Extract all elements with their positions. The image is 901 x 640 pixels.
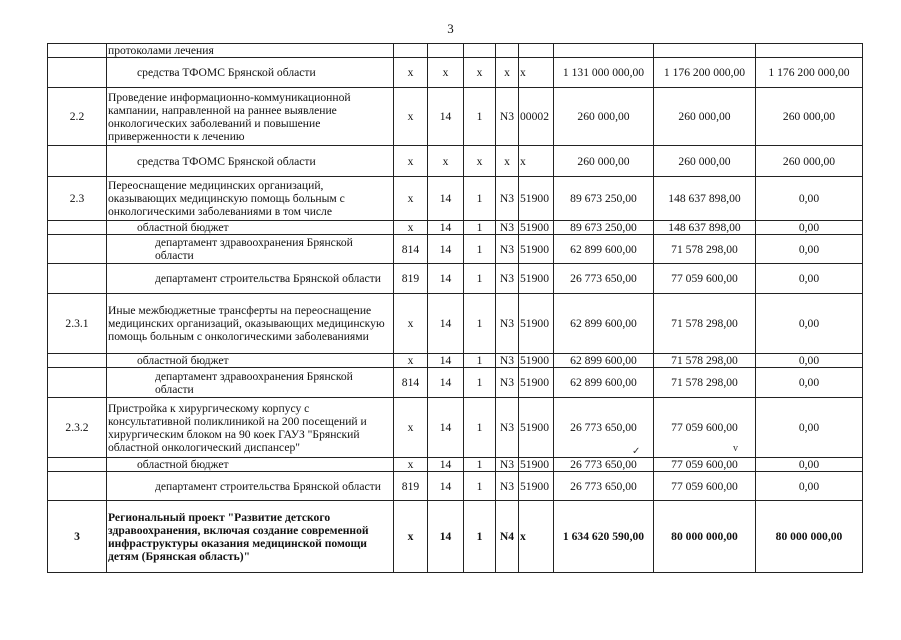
code-admin: 819 bbox=[394, 264, 428, 294]
amount-year-3: 0,00 bbox=[756, 398, 863, 458]
row-number: 2.3 bbox=[48, 177, 107, 221]
amount-year-3 bbox=[756, 44, 863, 58]
table-row bbox=[48, 221, 863, 235]
table-row bbox=[48, 88, 863, 146]
amount-year-2: 77 059 600,00 bbox=[654, 472, 756, 501]
code-subsection: 1 bbox=[464, 294, 496, 354]
amount-year-2: 71 578 298,00 bbox=[654, 354, 756, 368]
code-subsection: 1 bbox=[464, 177, 496, 221]
code-subsection: 1 bbox=[464, 264, 496, 294]
amount-year-1: 62 899 600,00 bbox=[554, 354, 654, 368]
code-subsection: 1 bbox=[464, 221, 496, 235]
code-section: 14 bbox=[428, 264, 464, 294]
code-program: N3 bbox=[496, 368, 519, 398]
amount-year-3: 0,00 bbox=[756, 264, 863, 294]
amount-year-3: 80 000 000,00 bbox=[756, 501, 863, 573]
row-description: Региональный проект "Развитие детского здравоохранения, включая создание современной инфраструктуры оказания медицинской помощи детям (Брянская область)" bbox=[107, 501, 394, 573]
amount-year-3: 0,00 bbox=[756, 177, 863, 221]
code-admin: x bbox=[394, 88, 428, 146]
row-description: Пристройка к хирургическому корпусу с консультативной поликлиникой на 200 посещений и хирургическим блоком на 90 коек ГАУЗ "Брянский областной онкологический диспансер" bbox=[107, 398, 394, 458]
code-admin: x bbox=[394, 458, 428, 472]
code-section: 14 bbox=[428, 398, 464, 458]
code-program: N3 bbox=[496, 354, 519, 368]
table-row bbox=[48, 398, 863, 458]
code-program: N3 bbox=[496, 294, 519, 354]
code-section: 14 bbox=[428, 235, 464, 264]
code-direction: 51900 bbox=[519, 354, 554, 368]
code-subsection: x bbox=[464, 58, 496, 88]
amount-year-1: 26 773 650,00 bbox=[554, 398, 654, 458]
code-program: N3 bbox=[496, 264, 519, 294]
code-section: 14 bbox=[428, 294, 464, 354]
amount-year-2: 77 059 600,00 bbox=[654, 458, 756, 472]
row-description: областной бюджет bbox=[107, 354, 394, 368]
row-description: средства ТФОМС Брянской области bbox=[107, 146, 394, 177]
amount-year-3: 0,00 bbox=[756, 235, 863, 264]
code-direction: x bbox=[519, 58, 554, 88]
code-direction: x bbox=[519, 501, 554, 573]
handwritten-tick-mark: v bbox=[733, 443, 738, 454]
code-direction: 00002 bbox=[519, 88, 554, 146]
row-number: 3 bbox=[48, 501, 107, 573]
amount-year-1: 260 000,00 bbox=[554, 88, 654, 146]
amount-year-1: 89 673 250,00 bbox=[554, 177, 654, 221]
code-subsection: 1 bbox=[464, 88, 496, 146]
row-description: областной бюджет bbox=[107, 221, 394, 235]
row-number bbox=[48, 472, 107, 501]
amount-year-1: 62 899 600,00 bbox=[554, 235, 654, 264]
code-admin: 814 bbox=[394, 368, 428, 398]
code-program: N4 bbox=[496, 501, 519, 573]
amount-year-3: 0,00 bbox=[756, 472, 863, 501]
code-direction: 51900 bbox=[519, 221, 554, 235]
amount-year-3: 1 176 200 000,00 bbox=[756, 58, 863, 88]
code-admin: x bbox=[394, 501, 428, 573]
code-direction: x bbox=[519, 146, 554, 177]
code-program: N3 bbox=[496, 221, 519, 235]
row-number bbox=[48, 235, 107, 264]
code-direction: 51900 bbox=[519, 264, 554, 294]
amount-year-3: 0,00 bbox=[756, 368, 863, 398]
code-direction: 51900 bbox=[519, 472, 554, 501]
code-admin: x bbox=[394, 398, 428, 458]
code-admin: x bbox=[394, 294, 428, 354]
code-admin: x bbox=[394, 146, 428, 177]
code-subsection: 1 bbox=[464, 354, 496, 368]
table-row bbox=[48, 177, 863, 221]
table-row bbox=[48, 354, 863, 368]
row-description: Иные межбюджетные трансферты на переоснащение медицинских организаций, оказывающих медицинскую помощь больным с онкологическими заболеваниями bbox=[107, 294, 394, 354]
code-subsection: 1 bbox=[464, 458, 496, 472]
code-section: 14 bbox=[428, 368, 464, 398]
page-number: 3 bbox=[447, 21, 454, 36]
code-subsection bbox=[464, 44, 496, 58]
amount-year-2: 148 637 898,00 bbox=[654, 177, 756, 221]
code-program: N3 bbox=[496, 472, 519, 501]
row-description: департамент здравоохранения Брянской области bbox=[107, 368, 394, 398]
amount-year-1: 26 773 650,00 bbox=[554, 458, 654, 472]
amount-year-1: 26 773 650,00 bbox=[554, 472, 654, 501]
amount-year-3: 260 000,00 bbox=[756, 146, 863, 177]
code-program: N3 bbox=[496, 398, 519, 458]
code-section: 14 bbox=[428, 354, 464, 368]
code-direction: 51900 bbox=[519, 235, 554, 264]
amount-year-2: 77 059 600,00 bbox=[654, 398, 756, 458]
amount-year-2: 71 578 298,00 bbox=[654, 235, 756, 264]
code-direction: 51900 bbox=[519, 458, 554, 472]
code-section: 14 bbox=[428, 458, 464, 472]
row-number bbox=[48, 44, 107, 58]
amount-year-2: 260 000,00 bbox=[654, 146, 756, 177]
row-description: средства ТФОМС Брянской области bbox=[107, 58, 394, 88]
code-admin: x bbox=[394, 177, 428, 221]
amount-year-3: 0,00 bbox=[756, 458, 863, 472]
code-section: 14 bbox=[428, 177, 464, 221]
code-direction: 51900 bbox=[519, 294, 554, 354]
code-program: N3 bbox=[496, 235, 519, 264]
code-program: N3 bbox=[496, 88, 519, 146]
table-row bbox=[48, 458, 863, 472]
amount-year-2: 1 176 200 000,00 bbox=[654, 58, 756, 88]
row-number bbox=[48, 368, 107, 398]
table-row bbox=[48, 58, 863, 88]
code-admin: x bbox=[394, 58, 428, 88]
code-direction: 51900 bbox=[519, 177, 554, 221]
row-number: 2.3.2 bbox=[48, 398, 107, 458]
row-number: 2.3.1 bbox=[48, 294, 107, 354]
code-subsection: 1 bbox=[464, 235, 496, 264]
row-description: департамент здравоохранения Брянской области bbox=[107, 235, 394, 264]
row-number bbox=[48, 458, 107, 472]
code-section: 14 bbox=[428, 501, 464, 573]
code-admin: x bbox=[394, 354, 428, 368]
amount-year-1: 26 773 650,00 bbox=[554, 264, 654, 294]
amount-year-1: 62 899 600,00 bbox=[554, 294, 654, 354]
code-subsection: 1 bbox=[464, 398, 496, 458]
code-program: x bbox=[496, 58, 519, 88]
amount-year-1: 1 131 000 000,00 bbox=[554, 58, 654, 88]
table-row bbox=[48, 44, 863, 58]
amount-year-1 bbox=[554, 44, 654, 58]
row-number bbox=[48, 221, 107, 235]
code-program bbox=[496, 44, 519, 58]
amount-year-1: 89 673 250,00 bbox=[554, 221, 654, 235]
table-row bbox=[48, 235, 863, 264]
amount-year-3: 0,00 bbox=[756, 294, 863, 354]
code-direction: 51900 bbox=[519, 368, 554, 398]
row-number bbox=[48, 264, 107, 294]
code-section: x bbox=[428, 58, 464, 88]
row-description: департамент строительства Брянской области bbox=[107, 264, 394, 294]
table-row bbox=[48, 146, 863, 177]
amount-year-1: 260 000,00 bbox=[554, 146, 654, 177]
code-direction bbox=[519, 44, 554, 58]
row-description: Переоснащение медицинских организаций, оказывающих медицинскую помощь больным с онкологическими заболеваниями в том числе bbox=[107, 177, 394, 221]
row-number: 2.2 bbox=[48, 88, 107, 146]
handwritten-tick-mark: ✓ bbox=[632, 446, 641, 457]
code-section: 14 bbox=[428, 88, 464, 146]
table-row bbox=[48, 294, 863, 354]
amount-year-2: 77 059 600,00 bbox=[654, 264, 756, 294]
row-description: департамент строительства Брянской области bbox=[107, 472, 394, 501]
code-section bbox=[428, 44, 464, 58]
amount-year-2 bbox=[654, 44, 756, 58]
row-description: протоколами лечения bbox=[107, 44, 394, 58]
code-subsection: 1 bbox=[464, 368, 496, 398]
row-description: Проведение информационно-коммуникационной кампании, направленной на раннее выявление онкологических заболеваний и повышение приверженности к лечению bbox=[107, 88, 394, 146]
code-subsection: 1 bbox=[464, 501, 496, 573]
code-section: 14 bbox=[428, 221, 464, 235]
code-program: x bbox=[496, 146, 519, 177]
table-row bbox=[48, 501, 863, 573]
code-subsection: x bbox=[464, 146, 496, 177]
code-section: x bbox=[428, 146, 464, 177]
code-direction: 51900 bbox=[519, 398, 554, 458]
table-row bbox=[48, 472, 863, 501]
amount-year-1: 62 899 600,00 bbox=[554, 368, 654, 398]
code-admin: 819 bbox=[394, 472, 428, 501]
row-number bbox=[48, 58, 107, 88]
budget-table bbox=[47, 43, 863, 573]
code-subsection: 1 bbox=[464, 472, 496, 501]
code-program: N3 bbox=[496, 458, 519, 472]
row-number bbox=[48, 146, 107, 177]
amount-year-1: 1 634 620 590,00 bbox=[554, 501, 654, 573]
code-admin bbox=[394, 44, 428, 58]
table-body bbox=[48, 44, 863, 573]
amount-year-2: 71 578 298,00 bbox=[654, 294, 756, 354]
amount-year-2: 80 000 000,00 bbox=[654, 501, 756, 573]
row-description: областной бюджет bbox=[107, 458, 394, 472]
amount-year-3: 0,00 bbox=[756, 354, 863, 368]
amount-year-2: 260 000,00 bbox=[654, 88, 756, 146]
table-row bbox=[48, 368, 863, 398]
amount-year-3: 260 000,00 bbox=[756, 88, 863, 146]
code-admin: x bbox=[394, 221, 428, 235]
amount-year-2: 148 637 898,00 bbox=[654, 221, 756, 235]
code-program: N3 bbox=[496, 177, 519, 221]
amount-year-2: 71 578 298,00 bbox=[654, 368, 756, 398]
code-section: 14 bbox=[428, 472, 464, 501]
row-number bbox=[48, 354, 107, 368]
code-admin: 814 bbox=[394, 235, 428, 264]
table-row bbox=[48, 264, 863, 294]
amount-year-3: 0,00 bbox=[756, 221, 863, 235]
